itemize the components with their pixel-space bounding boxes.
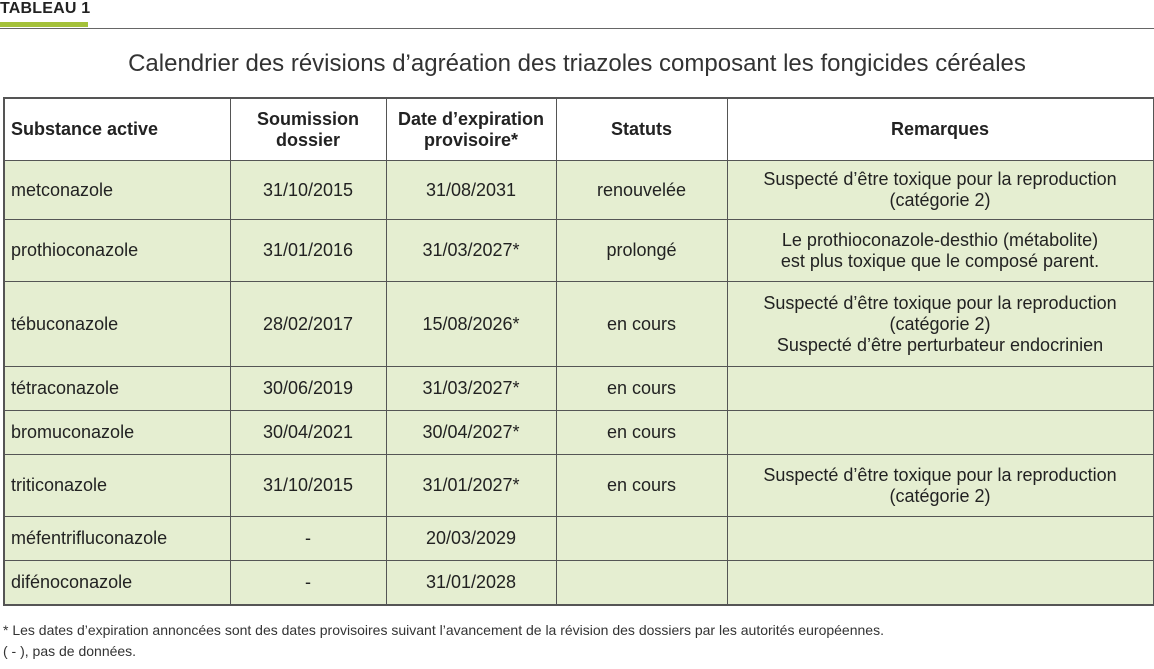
cell-soumission: - — [230, 517, 386, 561]
header-row — [4, 98, 1153, 161]
cell-remarques — [727, 517, 1153, 561]
header-substance: Substance active — [4, 98, 230, 161]
remarque-line: Suspecté d’être toxique pour la reproduction — [763, 464, 1117, 485]
cell-substance: difénoconazole — [4, 561, 230, 605]
cell-statut: en cours — [556, 367, 727, 411]
cell-statut: en cours — [556, 411, 727, 455]
table-row — [4, 161, 1153, 220]
remarque-line: est plus toxique que le composé parent. — [780, 250, 1100, 271]
data-table — [3, 97, 1154, 606]
cell-remarques — [727, 220, 1153, 282]
cell-substance: tétraconazole — [4, 367, 230, 411]
cell-remarques — [727, 411, 1153, 455]
footnote-asterisk: * Les dates d’expiration annoncées sont des dates provisoires suivant l’avancement de la révision des dossiers par les autorités européennes. — [3, 622, 884, 638]
cell-expiration: 20/03/2029 — [386, 517, 556, 561]
table-row — [4, 517, 1153, 561]
cell-remarques — [727, 455, 1153, 517]
cell-statut: prolongé — [556, 220, 727, 282]
header-remarques: Remarques — [727, 98, 1153, 161]
cell-expiration: 31/08/2031 — [386, 161, 556, 220]
table-title: Calendrier des révisions d’agréation des triazoles composant les fongicides céréales — [128, 50, 1026, 77]
cell-expiration: 31/01/2028 — [386, 561, 556, 605]
table-label: TABLEAU 1 — [0, 0, 91, 17]
remarque-line: (catégorie 2) — [889, 485, 991, 506]
cell-soumission: 30/06/2019 — [230, 367, 386, 411]
cell-soumission: 30/04/2021 — [230, 411, 386, 455]
header-expiration: Date d’expiration provisoire* — [386, 98, 556, 161]
remarque-line: Suspecté d’être toxique pour la reproduction — [763, 292, 1117, 313]
cell-substance: tébuconazole — [4, 282, 230, 367]
cell-expiration: 31/03/2027* — [386, 220, 556, 282]
label-rule — [0, 28, 1154, 29]
cell-soumission: 31/01/2016 — [230, 220, 386, 282]
cell-expiration: 31/01/2027* — [386, 455, 556, 517]
cell-expiration: 15/08/2026* — [386, 282, 556, 367]
table-row — [4, 220, 1153, 282]
cell-remarques — [727, 367, 1153, 411]
header-statuts: Statuts — [556, 98, 727, 161]
cell-substance: bromuconazole — [4, 411, 230, 455]
label-accent-bar — [0, 22, 88, 27]
remarque-line: Suspecté d’être perturbateur endocrinien — [776, 334, 1104, 355]
cell-statut — [556, 561, 727, 605]
table-body — [4, 161, 1153, 605]
table-row — [4, 367, 1153, 411]
cell-remarques — [727, 282, 1153, 367]
remarque-line: (catégorie 2) — [889, 190, 991, 210]
cell-statut: en cours — [556, 455, 727, 517]
remarque-line: Le prothioconazole-desthio (métabolite) — [781, 229, 1099, 250]
header-soumission: Soumission dossier — [230, 98, 386, 161]
cell-soumission: 31/10/2015 — [230, 161, 386, 220]
cell-expiration: 31/03/2027* — [386, 367, 556, 411]
cell-substance: méfentrifluconazole — [4, 517, 230, 561]
table-row — [4, 455, 1153, 517]
cell-statut — [556, 517, 727, 561]
cell-substance: triticonazole — [4, 455, 230, 517]
cell-soumission: 31/10/2015 — [230, 455, 386, 517]
cell-remarques — [727, 161, 1153, 220]
cell-expiration: 30/04/2027* — [386, 411, 556, 455]
cell-statut: renouvelée — [556, 161, 727, 220]
remarque-line: (catégorie 2) — [889, 313, 991, 334]
cell-substance: prothioconazole — [4, 220, 230, 282]
cell-remarques — [727, 561, 1153, 605]
remarque-line: Suspecté d’être toxique pour la reproduction — [763, 169, 1117, 189]
table-row — [4, 282, 1153, 367]
table-row — [4, 411, 1153, 455]
cell-substance: metconazole — [4, 161, 230, 220]
cell-soumission: - — [230, 561, 386, 605]
table-row — [4, 561, 1153, 605]
cell-soumission: 28/02/2017 — [230, 282, 386, 367]
footnote-no-data: ( - ), pas de données. — [3, 643, 137, 659]
cell-statut: en cours — [556, 282, 727, 367]
